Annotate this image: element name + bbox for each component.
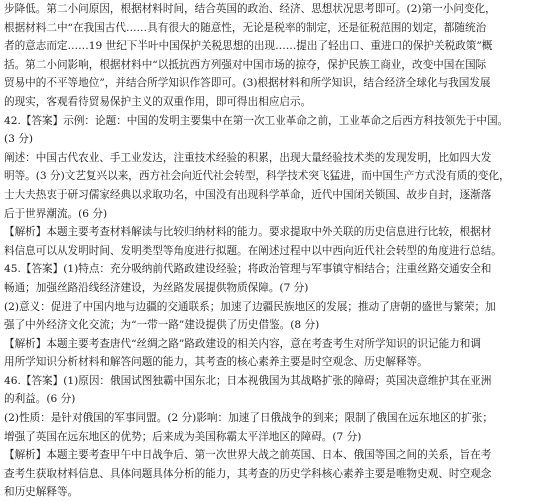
text-line: 步降低。第二小问原因，根据材料时间，结合英国的政治、经济、思想状况思考即可。(2)第一小问变化， (4, 3, 496, 15)
question-45-analysis: 【解析】本题主要考查唐代“丝绸之路”路政建设的相关内容，意在考查考生对所学知识的识记能力和调 (4, 337, 481, 350)
question-42-analysis: 【解析】本题主要考查材料解读与比较归纳材料的能力。要求提取中外关联的历史信息进行比较，根据材 (4, 226, 492, 239)
text-line: 畅通；加强丝路沿线经济建设，为丝路发展提供物质保障。(7 分) (4, 281, 309, 294)
text-line: 明等。(3 分)文艺复兴以来，西方社会向近代社会转型，科学技术突飞猛进，而中国生产方式没有质的变化， (4, 170, 510, 183)
question-42-answer: 42.【答案】示例：论题：中国的发明主要集中在第一次工业革命之前，工业革命之后西方科技领先于中国。 (4, 114, 509, 127)
text-line: 增强了英国在远东地区的优势；后来成为美国称霸太平洋地区的障碍。(7 分) (4, 430, 362, 443)
text-line: 和历史解释等。 (4, 486, 79, 499)
text-line: (3 分) (4, 133, 33, 146)
question-46-answer: 46.【答案】(1)原因：俄国试图独霸中国东北；日本视俄国为其战略扩张的障碍；英国决意维护其在亚洲 (4, 374, 492, 387)
text-line: 括。第二小问影响，根据材料中“以抵抗西方列强对中国市场的掠夺，保护民族工商业，改变中国在国际 (4, 58, 487, 71)
text-line: 者的意志而定……19 世纪下半叶中国保护关税思想的出现……提出了轻出口、重进口的保护关税政策”概 (4, 40, 493, 53)
question-46-analysis: 【解析】本题主要考查甲午中日战争后、第一次世界大战之前英国、日本、俄国等国之间的关系，旨在考 (4, 449, 492, 462)
text-line: 的现实，客观看待贸易保护主义的双重作用，即可得出相应启示。 (4, 95, 312, 108)
text-line: 阐述：中国古代农业、手工业发达，注重技术经验的积累，出现大量经验技术类的发现发明，比如四大发 (4, 151, 492, 164)
text-line: 士大夫热衷于研习儒家经典以求取功名，中国没有出现科学革命，近代中国闭关锁国、故步自封，逐渐落 (4, 188, 492, 201)
text-line: 贸易中的不平等地位”，并结合所学知识作答即可。(3)根据材料和所学知识，结合经济全球化与我国发展 (4, 77, 491, 90)
text-line: 强了中外经济文化交流；为“一带一路”建设提供了历史借鉴。(8 分) (4, 319, 320, 332)
text-line: 查考生获取材料信息、具体问题具体分析的能力，其考查的历史学科核心素养主要是唯物史观、时空观念 (4, 467, 492, 480)
question-45-answer: 45.【答案】(1)特点：充分吸纳前代路政建设经验；将政治管理与军事镇守相结合；注重丝路交通安全和 (4, 263, 492, 276)
text-line: 的利益。(6 分) (4, 393, 76, 406)
text-line: 用所学知识分析材料和解答问题的能力，其考查的核心素养主要是时空观念、历史解释等。 (4, 356, 428, 369)
text-line: 料信息可以从发明时间、发明类型等角度进行拟题。在阐述过程中以中西向近代社会转型的角度进行总结。 (4, 244, 502, 257)
text-line: (2)性质：是针对俄国的军事同盟。(2 分)影响：加速了日俄战争的到来；限制了俄国在远东地区的扩张； (4, 412, 493, 425)
text-line: (2)意义：促进了中国内地与边疆的交通联系；加速了边疆民族地区的发展；推动了唐朝的盛世与繁荣；加 (4, 300, 496, 313)
text-line: 根据材料二中“在我国古代……具有很大的随意性，无论是税率的制定，还是征税范围的划定，都随统治 (4, 21, 487, 34)
text-line: 后于世界潮流。(6 分) (4, 207, 108, 220)
